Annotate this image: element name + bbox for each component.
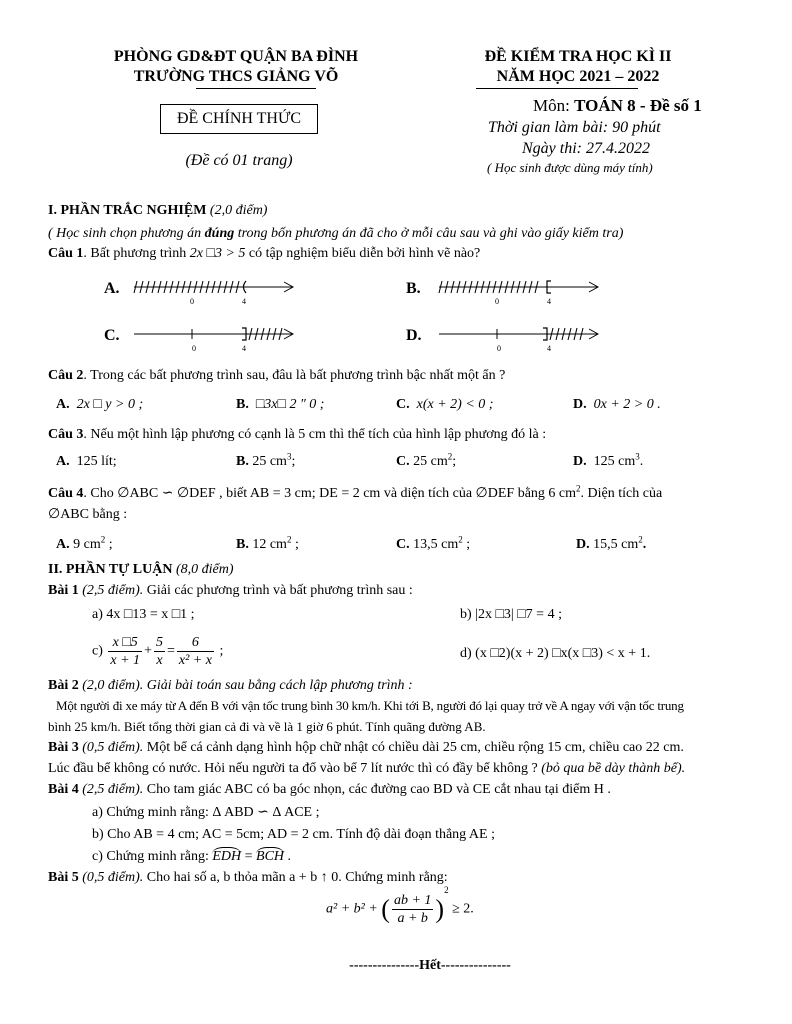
q1-numberline-c	[132, 323, 302, 355]
b1-line: Bài 1 (2,5 điểm). Giải các phương trình và bất phương trình sau :	[48, 583, 413, 598]
q2-option-c[interactable]: C. x(x + 2) < 0 ;	[396, 397, 494, 412]
q2-line	[48, 368, 505, 384]
q2-label: Câu 2	[48, 368, 84, 383]
q4-text-a: . Cho ∅ABC ∽ ∅DEF , biết AB = 3 cm; DE = 2 cm và diện tích của ∅DEF bằng 6 cm	[83, 486, 577, 501]
tick-0-b: 0	[495, 297, 499, 306]
q1-option-a[interactable]: A.	[104, 280, 120, 297]
b1-d: d) (x □2)(x + 2) □x(x □3) < x + 1.	[460, 646, 651, 661]
part2-heading	[48, 562, 234, 578]
b2-line2: bình 25 km/h. Biết tổng thời gian cả đi và về là 1 giờ 6 phút. Tính quãng đường AB.	[48, 719, 486, 734]
q1-label: Câu 1	[48, 246, 84, 261]
q2-option-a[interactable]: A. 2x □ y > 0 ;	[56, 397, 144, 412]
q4-option-d[interactable]: D. 15,5 $cm^2$.	[576, 534, 647, 552]
b1-b: b) |2x □3| □7 = 4 ;	[460, 607, 562, 622]
q4-option-b[interactable]: B. 12 $cm^2$ ;	[236, 534, 299, 552]
b4-line: Bài 4 (2,5 điểm). Cho tam giác ABC có ba góc nhọn, các đường cao BD và CE cắt nhau tại điểm H .	[48, 782, 611, 797]
official-exam-box: ĐỀ CHÍNH THỨC	[160, 104, 318, 134]
tick-4-a: 4	[242, 297, 246, 306]
q2-text: . Trong các bất phương trình sau, đâu là bất phương trình bậc nhất một ẩn ?	[83, 368, 506, 383]
q3-option-c[interactable]: C. 25 $cm^2$;	[396, 451, 457, 469]
exam-date: Ngày thi: 27.4.2022	[522, 140, 650, 157]
part1-title: I. PHẦN TRẮC NGHIỆM	[48, 203, 207, 218]
calculator-note: ( Học sinh được dùng máy tính)	[487, 160, 653, 175]
b1-c: c) $\frac{x □5}{x + 1}$ + $\frac{5}{x}$ = $\frac{6}{\text{x² + x}}$ ;	[92, 635, 224, 668]
part1-heading	[48, 203, 267, 219]
school-year: NĂM HỌC 2021 – 2022	[496, 68, 660, 85]
part1-points: (2,0 điểm)	[209, 203, 268, 218]
b2-line: Bài 2 (2,0 điểm). Giải bài toán sau bằng cách lập phương trình :	[48, 678, 413, 693]
instruction-bold: đúng	[204, 226, 235, 241]
b1-a: a) 4x □13 = x □1 ;	[92, 607, 195, 622]
school-underline	[196, 88, 316, 89]
part2-points: (8,0 điểm)	[175, 562, 234, 577]
b2-line1: Một người đi xe máy từ A đến B với vận tốc trung bình 30 km/h. Khi tới B, người đó lại quay trở về A ngay với vận tốc trung	[56, 698, 684, 713]
b4-b: b) Cho AB = 4 cm; AC = 5cm; AD = 2 cm. Tính độ dài đoạn thẳng AE ;	[92, 827, 495, 842]
duration: Thời gian làm bài: 90 phút	[488, 119, 661, 136]
tick-4-b: 4	[547, 297, 551, 306]
q1-option-b[interactable]: B.	[406, 280, 421, 297]
subject-line	[533, 96, 702, 116]
pages-note: (Đề có 01 trang)	[185, 152, 293, 169]
b3-line2: Lúc đầu bể không có nước. Hỏi nếu người ta đổ vào bể 7 lít nước thì có đầy bể không ? (bỏ qua bề dày thành bể).	[48, 761, 686, 776]
b3-line1: Bài 3 (0,5 điểm). Một bể cá cảnh dạng hình hộp chữ nhật có chiều dài 25 cm, chiều rộng 15 cm, chiều cao 22 cm.	[48, 740, 684, 755]
b5-inequality: a² + b² + ( $\frac{ab + 1}{a + b}$ )$^2$ ≥ 2.	[326, 885, 474, 926]
q3-option-b[interactable]: B. 25 $cm^3$;	[236, 451, 296, 469]
exam-title: ĐỀ KIỂM TRA HỌC KÌ II	[484, 48, 672, 65]
q1-numberline-a	[132, 276, 302, 308]
department-name: PHÒNG GD&ĐT QUẬN BA ĐÌNH	[113, 48, 359, 65]
q1-numberline-b	[437, 276, 607, 308]
tick-0-c: 0	[192, 344, 196, 353]
q1-option-c[interactable]: C.	[104, 327, 120, 344]
year-underline	[476, 88, 638, 89]
tick-0-a: 0	[190, 297, 194, 306]
q4-label: Câu 4	[48, 486, 84, 501]
subject: TOÁN 8 - Đề số 1	[574, 96, 702, 115]
q1-line	[48, 246, 480, 262]
b4-c: c) Chứng minh rằng: EDH = BCH .	[92, 849, 292, 864]
q3-line	[48, 427, 546, 443]
part2-title: II. PHẦN TỰ LUẬN	[48, 562, 173, 577]
q1-text-a: . Bất phương trình	[83, 246, 190, 261]
subject-prefix: Môn:	[533, 96, 575, 115]
q1-text-b: có tập nghiệm biểu diễn bởi hình vẽ nào?	[245, 246, 481, 261]
q2-option-b[interactable]: B. □3x□ 2 ″ 0 ;	[236, 397, 325, 412]
q2-option-d[interactable]: D. 0x + 2 > 0 .	[573, 397, 661, 412]
q3-option-a[interactable]: A. 125 lít;	[56, 454, 117, 469]
q4-option-a[interactable]: A. 9 $cm^2$ ;	[56, 534, 113, 552]
q1-option-d[interactable]: D.	[406, 327, 422, 344]
q3-text: . Nếu một hình lập phương có cạnh là 5 cm thì thể tích của hình lập phương đó là :	[83, 427, 547, 442]
b5-line: Bài 5 (0,5 điểm). Cho hai số a, b thỏa mãn a + b ↑ 0. Chứng minh rằng:	[48, 870, 448, 885]
tick-4-c: 4	[242, 344, 246, 353]
school-name: TRƯỜNG THCS GIẢNG VÕ	[133, 68, 339, 85]
q3-label: Câu 3	[48, 427, 84, 442]
q4-line1: Câu 4. Cho ∅ABC ∽ ∅DEF , biết AB = 3 cm; DE = 2 cm và diện tích của ∅DEF bằng 6 $cm^2$. Diện tích của	[48, 483, 663, 501]
b4-a: a) Chứng minh rằng: Δ ABD ∽ Δ ACE ;	[92, 805, 320, 820]
tick-4-d: 4	[547, 344, 551, 353]
q4-option-c[interactable]: C. 13,5 $cm^2$ ;	[396, 534, 471, 552]
q3-option-d[interactable]: D. 125 $cm^3$.	[573, 451, 644, 469]
end-marker: ---------------Hết---------------	[349, 958, 511, 973]
q4-line2: ∅ABC bằng :	[48, 507, 128, 522]
part1-instruction	[48, 226, 623, 242]
tick-0-d: 0	[497, 344, 501, 353]
instruction-b: trong bốn phương án đã cho ở mỗi câu sau và ghi vào giấy kiểm tra)	[234, 226, 624, 241]
q1-expr: 2x □3 > 5	[189, 246, 246, 261]
q1-numberline-d	[437, 323, 607, 355]
instruction-a: ( Học sinh chọn phương án	[48, 226, 205, 241]
